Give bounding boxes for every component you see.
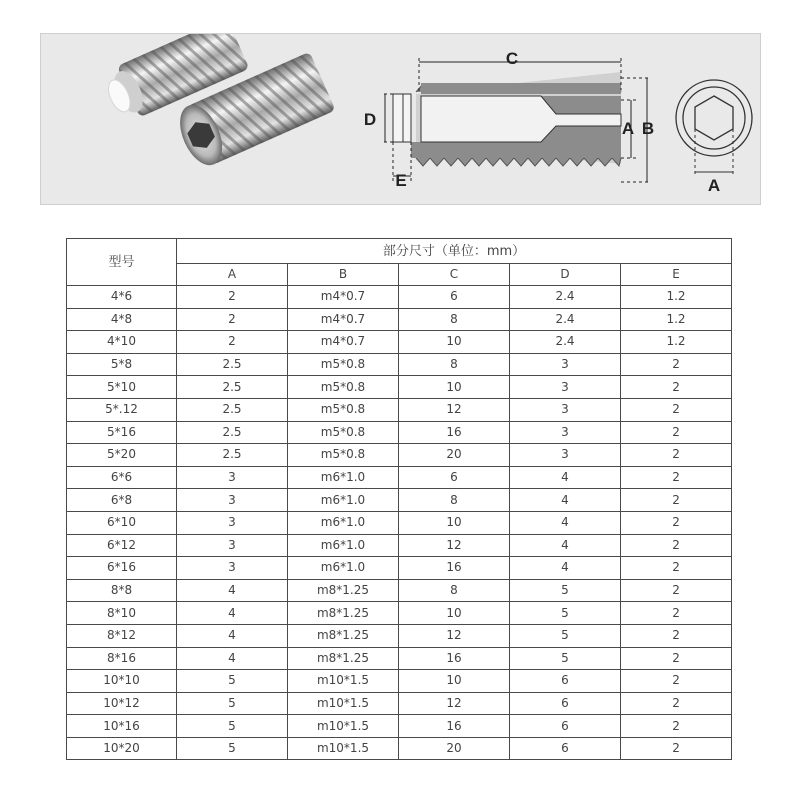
dimension-cell: 8 bbox=[399, 489, 510, 512]
column-header-b: B bbox=[288, 264, 399, 286]
section-drawing bbox=[381, 58, 651, 182]
end-view-drawing bbox=[676, 80, 752, 176]
dimension-cell: 4 bbox=[510, 534, 621, 557]
dimension-cell: 5 bbox=[510, 624, 621, 647]
dimension-cell: m4*0.7 bbox=[288, 331, 399, 354]
dimension-cell: 16 bbox=[399, 557, 510, 580]
dimension-cell: 2 bbox=[177, 331, 288, 354]
dimension-cell: 2.4 bbox=[510, 286, 621, 309]
dimension-cell: 5 bbox=[177, 737, 288, 760]
table-row bbox=[67, 737, 732, 760]
dimension-cell: 5 bbox=[177, 670, 288, 693]
model-cell: 5*20 bbox=[67, 444, 177, 467]
dimension-cell: 20 bbox=[399, 737, 510, 760]
model-cell: 8*16 bbox=[67, 647, 177, 670]
dimension-cell: m6*1.0 bbox=[288, 557, 399, 580]
dimension-cell: 6 bbox=[399, 286, 510, 309]
dimension-cell: 6 bbox=[510, 670, 621, 693]
dimension-cell: 6 bbox=[510, 715, 621, 738]
dimension-cell: 4 bbox=[177, 647, 288, 670]
dimension-cell: 3 bbox=[510, 421, 621, 444]
dimension-cell: 2.4 bbox=[510, 308, 621, 331]
header-dimensions-group: 部分尺寸（单位：mm） bbox=[177, 239, 732, 264]
dimension-cell: 2 bbox=[621, 398, 732, 421]
table-row bbox=[67, 308, 732, 331]
dimension-cell: m8*1.25 bbox=[288, 579, 399, 602]
dimension-cell: 12 bbox=[399, 624, 510, 647]
dimension-cell: 2 bbox=[621, 466, 732, 489]
dimension-cell: 10 bbox=[399, 602, 510, 625]
dimension-cell: 4 bbox=[510, 511, 621, 534]
model-cell: 8*12 bbox=[67, 624, 177, 647]
dimension-cell: 1.2 bbox=[621, 286, 732, 309]
model-cell: 5*8 bbox=[67, 353, 177, 376]
dimension-cell: 16 bbox=[399, 647, 510, 670]
dimension-cell: 2 bbox=[177, 286, 288, 309]
dimension-cell: 12 bbox=[399, 534, 510, 557]
model-cell: 10*16 bbox=[67, 715, 177, 738]
table-row bbox=[67, 286, 732, 309]
table-row bbox=[67, 421, 732, 444]
model-cell: 10*20 bbox=[67, 737, 177, 760]
dim-label-c: C bbox=[505, 49, 519, 68]
dimension-cell: 2 bbox=[621, 353, 732, 376]
header-model: 型号 bbox=[67, 239, 177, 286]
table-row bbox=[67, 466, 732, 489]
dimension-cell: 3 bbox=[510, 353, 621, 376]
dimension-cell: 5 bbox=[177, 692, 288, 715]
dimension-cell: 4 bbox=[510, 557, 621, 580]
dimension-cell: 2 bbox=[621, 647, 732, 670]
dimension-cell: 4 bbox=[177, 602, 288, 625]
dimension-cell: 4 bbox=[510, 466, 621, 489]
model-cell: 6*8 bbox=[67, 489, 177, 512]
dimension-cell: 3 bbox=[177, 511, 288, 534]
dimension-cell: 5 bbox=[177, 715, 288, 738]
table-row bbox=[67, 376, 732, 399]
dimension-cell: 3 bbox=[510, 444, 621, 467]
dimension-cell: m6*1.0 bbox=[288, 489, 399, 512]
dimension-cell: m4*0.7 bbox=[288, 286, 399, 309]
dimension-cell: m8*1.25 bbox=[288, 602, 399, 625]
dimension-cell: 2 bbox=[621, 534, 732, 557]
dimension-cell: 1.2 bbox=[621, 308, 732, 331]
dimension-cell: 4 bbox=[510, 489, 621, 512]
dimension-cell: 2 bbox=[621, 489, 732, 512]
dimension-cell: 2.4 bbox=[510, 331, 621, 354]
model-cell: 8*10 bbox=[67, 602, 177, 625]
dimension-cell: 6 bbox=[510, 737, 621, 760]
dim-label-a-end-view: A bbox=[707, 176, 721, 195]
dimension-cell: m6*1.0 bbox=[288, 534, 399, 557]
table-row bbox=[67, 624, 732, 647]
dimension-cell: 1.2 bbox=[621, 331, 732, 354]
dimension-cell: m10*1.5 bbox=[288, 692, 399, 715]
dimension-cell: 2 bbox=[621, 624, 732, 647]
column-header-c: C bbox=[399, 264, 510, 286]
dimension-cell: 2 bbox=[621, 692, 732, 715]
dimension-cell: 5 bbox=[510, 579, 621, 602]
dimension-cell: 12 bbox=[399, 398, 510, 421]
dimension-cell: 2 bbox=[621, 511, 732, 534]
dimension-cell: 2.5 bbox=[177, 444, 288, 467]
dimension-cell: 3 bbox=[510, 376, 621, 399]
dimension-cell: 2 bbox=[177, 308, 288, 331]
dimension-cell: 2.5 bbox=[177, 421, 288, 444]
table-body bbox=[67, 286, 732, 760]
dimension-cell: 2.5 bbox=[177, 376, 288, 399]
model-cell: 6*12 bbox=[67, 534, 177, 557]
model-cell: 4*10 bbox=[67, 331, 177, 354]
set-screw-photo bbox=[100, 34, 336, 172]
dimension-cell: 8 bbox=[399, 579, 510, 602]
dimension-cell: 3 bbox=[177, 466, 288, 489]
dim-label-b: B bbox=[641, 119, 655, 138]
dimension-cell: 6 bbox=[399, 466, 510, 489]
model-cell: 6*16 bbox=[67, 557, 177, 580]
model-cell: 5*10 bbox=[67, 376, 177, 399]
dimension-cell: 2.5 bbox=[177, 353, 288, 376]
dimension-cell: 10 bbox=[399, 331, 510, 354]
dimension-cell: 2 bbox=[621, 579, 732, 602]
table-row bbox=[67, 692, 732, 715]
table-row bbox=[67, 647, 732, 670]
dimension-cell: 5 bbox=[510, 602, 621, 625]
dimension-cell: 4 bbox=[177, 579, 288, 602]
model-cell: 10*12 bbox=[67, 692, 177, 715]
table-row bbox=[67, 331, 732, 354]
dimension-cell: 3 bbox=[177, 489, 288, 512]
dimension-cell: 10 bbox=[399, 511, 510, 534]
model-cell: 6*6 bbox=[67, 466, 177, 489]
dimension-cell: 4 bbox=[177, 624, 288, 647]
dimension-cell: m6*1.0 bbox=[288, 511, 399, 534]
dimension-cell: m10*1.5 bbox=[288, 737, 399, 760]
table-row bbox=[67, 579, 732, 602]
dimension-cell: m8*1.25 bbox=[288, 647, 399, 670]
dimension-cell: m5*0.8 bbox=[288, 376, 399, 399]
product-figure-panel bbox=[40, 33, 761, 205]
table-row bbox=[67, 444, 732, 467]
model-cell: 4*8 bbox=[67, 308, 177, 331]
size-spec-table bbox=[66, 238, 732, 760]
product-figure bbox=[41, 34, 762, 206]
table-row bbox=[67, 670, 732, 693]
table-row bbox=[67, 534, 732, 557]
column-header-a: A bbox=[177, 264, 288, 286]
dimension-cell: m5*0.8 bbox=[288, 398, 399, 421]
model-cell: 5*.12 bbox=[67, 398, 177, 421]
dimension-cell: m4*0.7 bbox=[288, 308, 399, 331]
dim-label-a: A bbox=[621, 119, 635, 138]
dimension-cell: 3 bbox=[510, 398, 621, 421]
dimension-cell: 16 bbox=[399, 421, 510, 444]
column-header-e: E bbox=[621, 264, 732, 286]
model-cell: 5*16 bbox=[67, 421, 177, 444]
dimension-cell: 2 bbox=[621, 737, 732, 760]
table-row bbox=[67, 557, 732, 580]
table-row bbox=[67, 511, 732, 534]
dimension-cell: 2 bbox=[621, 670, 732, 693]
dim-label-d: D bbox=[363, 110, 377, 129]
model-cell: 4*6 bbox=[67, 286, 177, 309]
dimension-cell: m10*1.5 bbox=[288, 715, 399, 738]
dimension-cell: 2 bbox=[621, 376, 732, 399]
dimension-cell: m10*1.5 bbox=[288, 670, 399, 693]
dimension-cell: 2 bbox=[621, 444, 732, 467]
dimension-cell: 16 bbox=[399, 715, 510, 738]
dimension-cell: 8 bbox=[399, 308, 510, 331]
dimension-cell: 8 bbox=[399, 353, 510, 376]
dimension-cell: 2 bbox=[621, 602, 732, 625]
dimension-cell: m5*0.8 bbox=[288, 353, 399, 376]
column-header-d: D bbox=[510, 264, 621, 286]
table-row bbox=[67, 715, 732, 738]
dimension-cell: m5*0.8 bbox=[288, 444, 399, 467]
dimension-cell: 5 bbox=[510, 647, 621, 670]
dimension-cell: 3 bbox=[177, 534, 288, 557]
table-row bbox=[67, 602, 732, 625]
dimension-cell: m5*0.8 bbox=[288, 421, 399, 444]
dimension-cell: 10 bbox=[399, 670, 510, 693]
dim-label-e: E bbox=[395, 171, 407, 190]
dimension-cell: 2 bbox=[621, 421, 732, 444]
dimension-cell: 10 bbox=[399, 376, 510, 399]
dimension-cell: 2.5 bbox=[177, 398, 288, 421]
table-row bbox=[67, 353, 732, 376]
dimension-cell: 6 bbox=[510, 692, 621, 715]
dimension-cell: 3 bbox=[177, 557, 288, 580]
dimension-cell: 2 bbox=[621, 557, 732, 580]
table-row bbox=[67, 398, 732, 421]
dimension-cell: 2 bbox=[621, 715, 732, 738]
dimension-cell: 12 bbox=[399, 692, 510, 715]
model-cell: 10*10 bbox=[67, 670, 177, 693]
dimension-cell: m6*1.0 bbox=[288, 466, 399, 489]
dimension-cell: 20 bbox=[399, 444, 510, 467]
table-row bbox=[67, 489, 732, 512]
dimension-cell: m8*1.25 bbox=[288, 624, 399, 647]
model-cell: 6*10 bbox=[67, 511, 177, 534]
model-cell: 8*8 bbox=[67, 579, 177, 602]
